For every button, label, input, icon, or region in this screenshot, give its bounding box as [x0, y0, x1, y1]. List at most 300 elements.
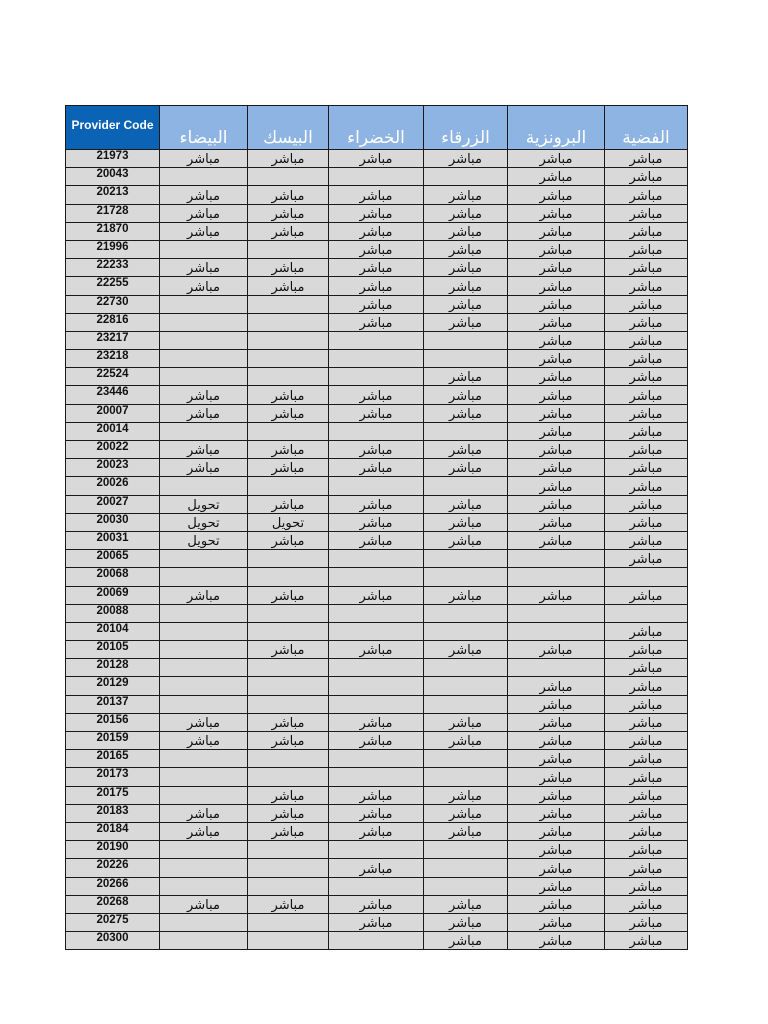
- cell-bronze-tier: مباشر: [508, 404, 605, 422]
- cell-provider-code: 20104: [66, 622, 160, 640]
- cell-blue-tier: مباشر: [424, 586, 508, 604]
- table-row: [66, 550, 688, 568]
- cell-bronze-tier: مباشر: [508, 459, 605, 477]
- cell-green-tier: [329, 768, 424, 786]
- cell-provider-code: 20275: [66, 913, 160, 931]
- cell-green-tier: [329, 841, 424, 859]
- table-row: [66, 222, 688, 240]
- cell-blue-tier: مباشر: [424, 240, 508, 258]
- cell-basic-tier: [248, 750, 329, 768]
- cell-bronze-tier: مباشر: [508, 695, 605, 713]
- cell-basic-tier: مباشر: [248, 186, 329, 204]
- cell-blue-tier: مباشر: [424, 895, 508, 913]
- table-row: [66, 350, 688, 368]
- cell-silver-tier: مباشر: [605, 350, 688, 368]
- cell-blue-tier: مباشر: [424, 368, 508, 386]
- cell-white-tier: مباشر: [160, 404, 248, 422]
- cell-silver-tier: مباشر: [605, 695, 688, 713]
- cell-basic-tier: مباشر: [248, 586, 329, 604]
- cell-bronze-tier: مباشر: [508, 768, 605, 786]
- cell-white-tier: مباشر: [160, 732, 248, 750]
- cell-green-tier: مباشر: [329, 913, 424, 931]
- cell-provider-code: 22524: [66, 368, 160, 386]
- cell-basic-tier: [248, 240, 329, 258]
- cell-blue-tier: [424, 750, 508, 768]
- cell-blue-tier: [424, 695, 508, 713]
- cell-basic-tier: [248, 477, 329, 495]
- cell-green-tier: مباشر: [329, 386, 424, 404]
- cell-basic-tier: [248, 677, 329, 695]
- table-row: [66, 586, 688, 604]
- cell-basic-tier: [248, 859, 329, 877]
- provider-network-table: [65, 105, 688, 950]
- cell-white-tier: [160, 877, 248, 895]
- cell-silver-tier: مباشر: [605, 459, 688, 477]
- cell-blue-tier: مباشر: [424, 259, 508, 277]
- cell-basic-tier: تحويل: [248, 513, 329, 531]
- cell-bronze-tier: مباشر: [508, 804, 605, 822]
- cell-bronze-tier: مباشر: [508, 277, 605, 295]
- cell-blue-tier: مباشر: [424, 732, 508, 750]
- cell-silver-tier: مباشر: [605, 441, 688, 459]
- cell-bronze-tier: [508, 622, 605, 640]
- table-row: [66, 386, 688, 404]
- cell-green-tier: [329, 550, 424, 568]
- cell-provider-code: 20026: [66, 477, 160, 495]
- cell-silver-tier: مباشر: [605, 259, 688, 277]
- cell-silver-tier: مباشر: [605, 677, 688, 695]
- cell-bronze-tier: مباشر: [508, 895, 605, 913]
- cell-white-tier: [160, 240, 248, 258]
- table-row: [66, 604, 688, 622]
- cell-blue-tier: مباشر: [424, 804, 508, 822]
- table-row: [66, 841, 688, 859]
- cell-white-tier: مباشر: [160, 713, 248, 731]
- cell-basic-tier: مباشر: [248, 732, 329, 750]
- cell-green-tier: مباشر: [329, 459, 424, 477]
- cell-green-tier: مباشر: [329, 822, 424, 840]
- header-blue-tier: الزرقاء: [424, 106, 508, 150]
- table-header: [66, 106, 688, 150]
- cell-provider-code: 20156: [66, 713, 160, 731]
- cell-silver-tier: مباشر: [605, 386, 688, 404]
- cell-silver-tier: مباشر: [605, 513, 688, 531]
- cell-basic-tier: [248, 841, 329, 859]
- cell-white-tier: [160, 750, 248, 768]
- cell-green-tier: [329, 168, 424, 186]
- cell-silver-tier: مباشر: [605, 277, 688, 295]
- cell-blue-tier: [424, 422, 508, 440]
- cell-green-tier: مباشر: [329, 513, 424, 531]
- cell-silver-tier: مباشر: [605, 659, 688, 677]
- table-row: [66, 786, 688, 804]
- cell-bronze-tier: مباشر: [508, 222, 605, 240]
- cell-provider-code: 22816: [66, 313, 160, 331]
- cell-silver-tier: مباشر: [605, 804, 688, 822]
- cell-silver-tier: مباشر: [605, 859, 688, 877]
- cell-bronze-tier: مباشر: [508, 259, 605, 277]
- cell-white-tier: مباشر: [160, 186, 248, 204]
- cell-provider-code: 20159: [66, 732, 160, 750]
- cell-white-tier: مباشر: [160, 804, 248, 822]
- cell-basic-tier: [248, 913, 329, 931]
- table-row: [66, 822, 688, 840]
- cell-white-tier: [160, 331, 248, 349]
- cell-silver-tier: مباشر: [605, 786, 688, 804]
- cell-bronze-tier: مباشر: [508, 641, 605, 659]
- cell-blue-tier: [424, 550, 508, 568]
- cell-provider-code: 20088: [66, 604, 160, 622]
- cell-provider-code: 20129: [66, 677, 160, 695]
- cell-basic-tier: [248, 695, 329, 713]
- cell-silver-tier: مباشر: [605, 222, 688, 240]
- header-green-tier: الخضراء: [329, 106, 424, 150]
- cell-white-tier: [160, 568, 248, 586]
- cell-silver-tier: مباشر: [605, 368, 688, 386]
- cell-bronze-tier: [508, 568, 605, 586]
- cell-bronze-tier: مباشر: [508, 677, 605, 695]
- cell-blue-tier: مباشر: [424, 513, 508, 531]
- cell-blue-tier: مباشر: [424, 313, 508, 331]
- cell-blue-tier: [424, 350, 508, 368]
- table-row: [66, 713, 688, 731]
- cell-blue-tier: مباشر: [424, 822, 508, 840]
- cell-bronze-tier: مباشر: [508, 386, 605, 404]
- cell-white-tier: تحويل: [160, 513, 248, 531]
- cell-green-tier: مباشر: [329, 277, 424, 295]
- cell-basic-tier: مباشر: [248, 804, 329, 822]
- table-row: [66, 877, 688, 895]
- cell-white-tier: تحويل: [160, 495, 248, 513]
- table-row: [66, 859, 688, 877]
- cell-white-tier: [160, 786, 248, 804]
- cell-green-tier: مباشر: [329, 222, 424, 240]
- cell-blue-tier: مباشر: [424, 913, 508, 931]
- cell-basic-tier: مباشر: [248, 713, 329, 731]
- cell-bronze-tier: مباشر: [508, 422, 605, 440]
- cell-blue-tier: [424, 568, 508, 586]
- cell-green-tier: مباشر: [329, 641, 424, 659]
- cell-bronze-tier: مباشر: [508, 841, 605, 859]
- cell-provider-code: 23217: [66, 331, 160, 349]
- cell-provider-code: 20065: [66, 550, 160, 568]
- cell-bronze-tier: مباشر: [508, 368, 605, 386]
- cell-silver-tier: مباشر: [605, 768, 688, 786]
- cell-white-tier: [160, 295, 248, 313]
- cell-blue-tier: مباشر: [424, 786, 508, 804]
- cell-basic-tier: مباشر: [248, 822, 329, 840]
- cell-blue-tier: [424, 331, 508, 349]
- cell-green-tier: مباشر: [329, 441, 424, 459]
- table-row: [66, 240, 688, 258]
- table-row: [66, 932, 688, 950]
- table-row: [66, 422, 688, 440]
- cell-blue-tier: [424, 477, 508, 495]
- cell-green-tier: [329, 604, 424, 622]
- cell-green-tier: مباشر: [329, 786, 424, 804]
- cell-silver-tier: مباشر: [605, 895, 688, 913]
- cell-blue-tier: مباشر: [424, 713, 508, 731]
- cell-bronze-tier: مباشر: [508, 477, 605, 495]
- cell-bronze-tier: مباشر: [508, 732, 605, 750]
- cell-white-tier: مباشر: [160, 822, 248, 840]
- cell-blue-tier: [424, 168, 508, 186]
- table-row: [66, 441, 688, 459]
- table-row: [66, 150, 688, 168]
- table-row: [66, 695, 688, 713]
- cell-white-tier: [160, 313, 248, 331]
- cell-basic-tier: مباشر: [248, 259, 329, 277]
- cell-green-tier: [329, 477, 424, 495]
- cell-basic-tier: مباشر: [248, 222, 329, 240]
- cell-blue-tier: [424, 859, 508, 877]
- table-row: [66, 168, 688, 186]
- cell-silver-tier: مباشر: [605, 186, 688, 204]
- cell-silver-tier: مباشر: [605, 168, 688, 186]
- cell-silver-tier: مباشر: [605, 240, 688, 258]
- cell-blue-tier: مباشر: [424, 495, 508, 513]
- table-row: [66, 259, 688, 277]
- cell-white-tier: مباشر: [160, 150, 248, 168]
- cell-silver-tier: مباشر: [605, 713, 688, 731]
- header-row: [66, 106, 688, 150]
- cell-bronze-tier: مباشر: [508, 495, 605, 513]
- cell-provider-code: 21973: [66, 150, 160, 168]
- cell-green-tier: [329, 622, 424, 640]
- cell-bronze-tier: [508, 659, 605, 677]
- cell-green-tier: مباشر: [329, 586, 424, 604]
- table-row: [66, 568, 688, 586]
- cell-silver-tier: مباشر: [605, 550, 688, 568]
- cell-white-tier: [160, 622, 248, 640]
- cell-silver-tier: مباشر: [605, 841, 688, 859]
- cell-bronze-tier: مباشر: [508, 295, 605, 313]
- cell-white-tier: مباشر: [160, 386, 248, 404]
- cell-provider-code: 20030: [66, 513, 160, 531]
- cell-bronze-tier: مباشر: [508, 713, 605, 731]
- cell-bronze-tier: مباشر: [508, 822, 605, 840]
- cell-provider-code: 22255: [66, 277, 160, 295]
- cell-green-tier: [329, 350, 424, 368]
- cell-blue-tier: مباشر: [424, 641, 508, 659]
- cell-green-tier: مباشر: [329, 150, 424, 168]
- header-provider-code: Provider Code: [66, 106, 160, 150]
- cell-bronze-tier: مباشر: [508, 350, 605, 368]
- table-row: [66, 277, 688, 295]
- cell-provider-code: 20190: [66, 841, 160, 859]
- cell-basic-tier: مباشر: [248, 641, 329, 659]
- cell-white-tier: [160, 641, 248, 659]
- cell-basic-tier: مباشر: [248, 441, 329, 459]
- cell-provider-code: 20027: [66, 495, 160, 513]
- table-row: [66, 331, 688, 349]
- cell-silver-tier: مباشر: [605, 750, 688, 768]
- table-row: [66, 913, 688, 931]
- cell-basic-tier: [248, 368, 329, 386]
- cell-bronze-tier: مباشر: [508, 168, 605, 186]
- cell-bronze-tier: مباشر: [508, 441, 605, 459]
- cell-basic-tier: [248, 313, 329, 331]
- header-white-tier: البيضاء: [160, 106, 248, 150]
- cell-blue-tier: [424, 604, 508, 622]
- table-row: [66, 804, 688, 822]
- cell-basic-tier: [248, 568, 329, 586]
- cell-silver-tier: [605, 604, 688, 622]
- cell-silver-tier: مباشر: [605, 477, 688, 495]
- cell-silver-tier: مباشر: [605, 295, 688, 313]
- cell-provider-code: 20043: [66, 168, 160, 186]
- cell-basic-tier: [248, 331, 329, 349]
- cell-white-tier: [160, 368, 248, 386]
- cell-white-tier: مباشر: [160, 459, 248, 477]
- cell-green-tier: [329, 422, 424, 440]
- cell-bronze-tier: مباشر: [508, 913, 605, 931]
- cell-basic-tier: مباشر: [248, 495, 329, 513]
- cell-provider-code: 20173: [66, 768, 160, 786]
- cell-silver-tier: مباشر: [605, 422, 688, 440]
- table-row: [66, 186, 688, 204]
- cell-white-tier: [160, 422, 248, 440]
- cell-provider-code: 20137: [66, 695, 160, 713]
- cell-blue-tier: [424, 877, 508, 895]
- cell-provider-code: 20226: [66, 859, 160, 877]
- cell-basic-tier: مباشر: [248, 459, 329, 477]
- cell-white-tier: مباشر: [160, 277, 248, 295]
- cell-blue-tier: [424, 768, 508, 786]
- cell-silver-tier: مباشر: [605, 641, 688, 659]
- cell-green-tier: [329, 677, 424, 695]
- cell-green-tier: [329, 750, 424, 768]
- cell-silver-tier: مباشر: [605, 913, 688, 931]
- cell-silver-tier: مباشر: [605, 932, 688, 950]
- cell-green-tier: [329, 932, 424, 950]
- cell-silver-tier: مباشر: [605, 877, 688, 895]
- cell-white-tier: مباشر: [160, 895, 248, 913]
- cell-blue-tier: [424, 622, 508, 640]
- cell-green-tier: مباشر: [329, 859, 424, 877]
- cell-green-tier: مباشر: [329, 404, 424, 422]
- cell-blue-tier: مباشر: [424, 295, 508, 313]
- cell-provider-code: 23446: [66, 386, 160, 404]
- cell-basic-tier: [248, 295, 329, 313]
- table-row: [66, 732, 688, 750]
- table-row: [66, 659, 688, 677]
- cell-blue-tier: مباشر: [424, 277, 508, 295]
- table-row: [66, 313, 688, 331]
- cell-basic-tier: [248, 659, 329, 677]
- cell-basic-tier: [248, 622, 329, 640]
- cell-bronze-tier: مباشر: [508, 859, 605, 877]
- table-body: [66, 150, 688, 950]
- cell-provider-code: 20268: [66, 895, 160, 913]
- cell-silver-tier: مباشر: [605, 495, 688, 513]
- cell-white-tier: [160, 477, 248, 495]
- cell-basic-tier: [248, 422, 329, 440]
- cell-white-tier: [160, 768, 248, 786]
- cell-provider-code: 20069: [66, 586, 160, 604]
- table-row: [66, 459, 688, 477]
- cell-basic-tier: مباشر: [248, 277, 329, 295]
- cell-provider-code: 20105: [66, 641, 160, 659]
- cell-provider-code: 22730: [66, 295, 160, 313]
- cell-provider-code: 20165: [66, 750, 160, 768]
- cell-provider-code: 20184: [66, 822, 160, 840]
- cell-silver-tier: مباشر: [605, 732, 688, 750]
- cell-white-tier: [160, 695, 248, 713]
- cell-basic-tier: [248, 877, 329, 895]
- cell-bronze-tier: مباشر: [508, 750, 605, 768]
- cell-provider-code: 20007: [66, 404, 160, 422]
- cell-blue-tier: مباشر: [424, 459, 508, 477]
- cell-basic-tier: مباشر: [248, 150, 329, 168]
- cell-bronze-tier: مباشر: [508, 531, 605, 549]
- cell-basic-tier: مباشر: [248, 531, 329, 549]
- cell-green-tier: مباشر: [329, 313, 424, 331]
- cell-blue-tier: مباشر: [424, 932, 508, 950]
- cell-provider-code: 20183: [66, 804, 160, 822]
- cell-white-tier: [160, 932, 248, 950]
- cell-basic-tier: مباشر: [248, 404, 329, 422]
- cell-bronze-tier: مباشر: [508, 513, 605, 531]
- table-row: [66, 495, 688, 513]
- cell-green-tier: مباشر: [329, 804, 424, 822]
- table-row: [66, 513, 688, 531]
- cell-basic-tier: مباشر: [248, 204, 329, 222]
- cell-green-tier: مباشر: [329, 186, 424, 204]
- cell-white-tier: مباشر: [160, 204, 248, 222]
- cell-green-tier: [329, 568, 424, 586]
- cell-white-tier: [160, 550, 248, 568]
- cell-provider-code: 20213: [66, 186, 160, 204]
- cell-silver-tier: مباشر: [605, 404, 688, 422]
- cell-provider-code: 20300: [66, 932, 160, 950]
- header-basic-tier: البيسك: [248, 106, 329, 150]
- cell-provider-code: 20022: [66, 441, 160, 459]
- cell-silver-tier: مباشر: [605, 622, 688, 640]
- table-row: [66, 404, 688, 422]
- cell-silver-tier: مباشر: [605, 586, 688, 604]
- cell-green-tier: [329, 659, 424, 677]
- cell-green-tier: مباشر: [329, 732, 424, 750]
- cell-bronze-tier: [508, 550, 605, 568]
- cell-basic-tier: [248, 768, 329, 786]
- table-row: [66, 295, 688, 313]
- cell-bronze-tier: مباشر: [508, 186, 605, 204]
- cell-basic-tier: [248, 550, 329, 568]
- cell-provider-code: 20014: [66, 422, 160, 440]
- header-bronze-tier: البرونزية: [508, 106, 605, 150]
- cell-white-tier: [160, 659, 248, 677]
- cell-blue-tier: مباشر: [424, 441, 508, 459]
- cell-bronze-tier: مباشر: [508, 586, 605, 604]
- cell-basic-tier: مباشر: [248, 386, 329, 404]
- cell-white-tier: [160, 677, 248, 695]
- cell-provider-code: 21996: [66, 240, 160, 258]
- cell-silver-tier: مباشر: [605, 150, 688, 168]
- cell-basic-tier: [248, 932, 329, 950]
- cell-white-tier: مباشر: [160, 259, 248, 277]
- cell-green-tier: [329, 368, 424, 386]
- cell-white-tier: [160, 859, 248, 877]
- cell-silver-tier: مباشر: [605, 204, 688, 222]
- cell-silver-tier: مباشر: [605, 331, 688, 349]
- cell-blue-tier: مباشر: [424, 386, 508, 404]
- cell-white-tier: مباشر: [160, 441, 248, 459]
- cell-blue-tier: مباشر: [424, 531, 508, 549]
- cell-provider-code: 20175: [66, 786, 160, 804]
- cell-provider-code: 20128: [66, 659, 160, 677]
- cell-blue-tier: [424, 841, 508, 859]
